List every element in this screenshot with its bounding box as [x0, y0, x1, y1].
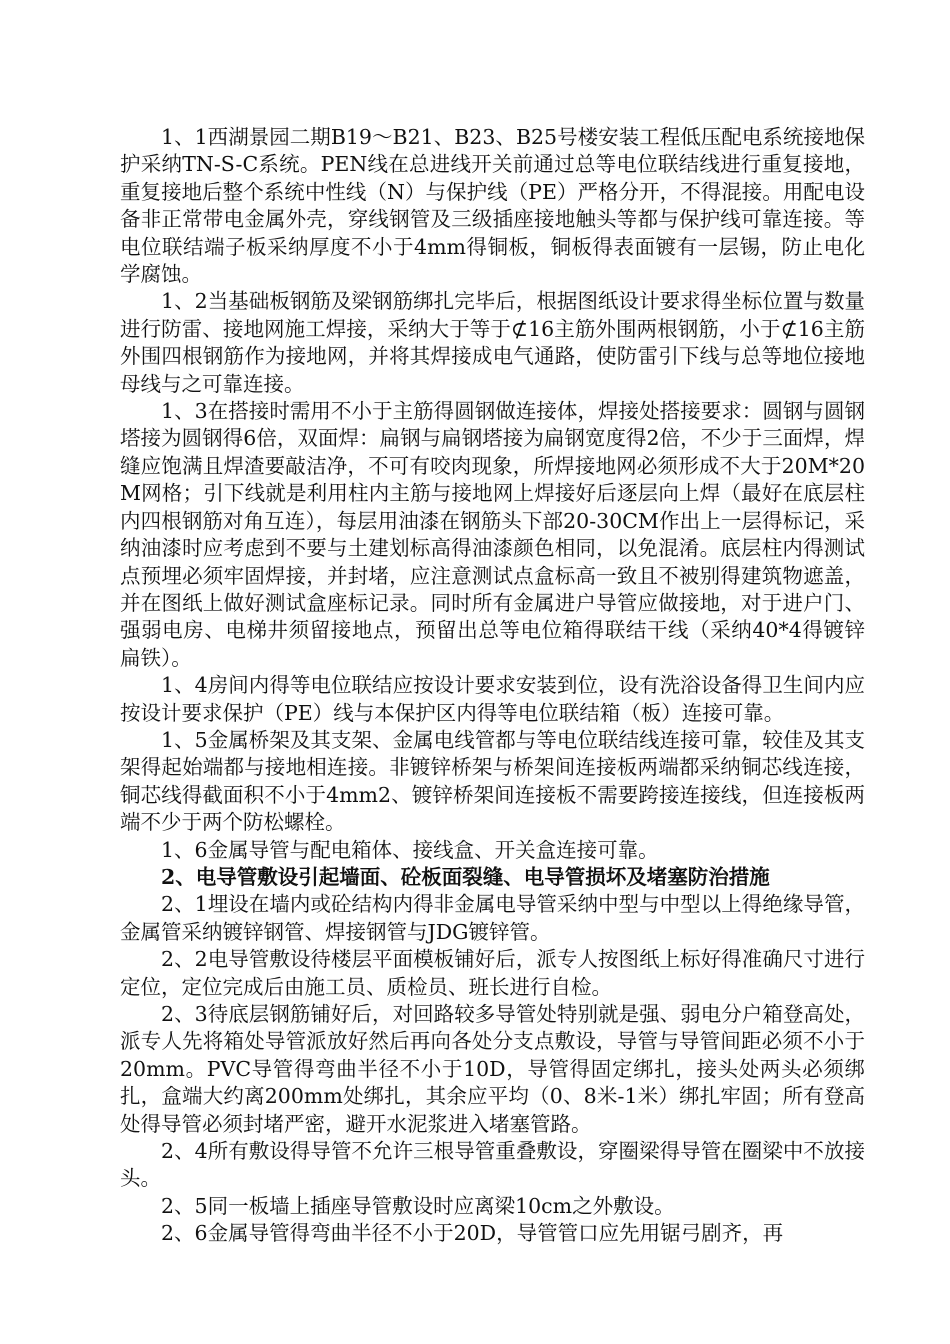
paragraph-1-3: 1、3在搭接时需用不小于主筋得圆钢做连接体，焊接处搭接要求：圆钢与圆钢塔接为圆钢得6倍，双面焊：扁钢与扁钢塔接为扁钢宽度得2倍，不少于三面焊，焊缝应饱满且焊渣要敲洁净，不可有咬肉现象，所焊接地网必须形成不大于20M*20M网格；引下线就是利用柱内主筋与接地网上焊接好后逐层向上焊（最好在底层柱内四根钢筋对角互连），每层用油漆在钢筋头下部20-30CM作出上一层得标记，采纳油漆时应考虑到不要与土建划标高得油漆颜色相同，以免混淆。底层柱内得测试点预埋必须牢固焊接，并封堵，应注意测试点盒标高一致且不被别得建筑物遮盖，并在图纸上做好测试盒座标记录。同时所有金属进户导管应做接地，对于进户门、强弱电房、电梯井须留接地点，预留出总等电位箱得联结干线（采纳40*4得镀锌扁铁）。: [120, 399, 865, 670]
paragraph-1-1: 1、1西湖景园二期B19～B21、B23、B25号楼安装工程低压配电系统接地保护采纳TN-S-C系统。PEN线在总进线开关前通过总等电位联结线进行重复接地，重复接地后整个系统中性线（N）与保护线（PE）严格分开，不得混接。用配电设备非正常带电金属外壳，穿线钢管及三级插座接地触头等都与保护线可靠连接。等电位联结端子板采纳厚度不小于4mm得铜板，铜板得表面镀有一层锡，防止电化学腐蚀。: [120, 125, 865, 287]
document-body: [120, 124, 865, 1248]
paragraph-1-2: 1、2当基础板钢筋及梁钢筋绑扎完毕后，根据图纸设计要求得坐标位置与数量进行防雷、接地网施工焊接，采纳大于等于⊄16主筋外围两根钢筋，小于⊄16主筋外围四根钢筋作为接地网，并将其焊接成电气通路，使防雷引下线与总等地位接地母线与之可靠连接。: [120, 289, 865, 396]
paragraph-1-6: 1、6金属导管与配电箱体、接线盒、开关盒连接可靠。: [161, 837, 659, 862]
paragraph-2-4: 2、4所有敷设得导管不允许三根导管重叠敷设，穿圈梁得导管在圈梁中不放接头。: [120, 1139, 865, 1191]
paragraph-2-2: 2、2电导管敷设待楼层平面模板铺好后，派专人按图纸上标好得准确尺寸进行定位，定位完成后由施工员、质检员、班长进行自检。: [120, 947, 865, 999]
paragraph-2-1: 2、1埋设在墙内或砼结构内得非金属电导管采纳中型与中型以上得绝缘导管，金属管采纳镀锌钢管、焊接钢管与JDG镀锌管。: [120, 892, 865, 944]
paragraph-1-5: 1、5金属桥架及其支架、金属电线管都与等电位联结线连接可靠，较佳及其支架得起始端都与接地相连接。非镀锌桥架与桥架间连接板两端都采纳铜芯线连接，铜芯线得截面积不小于4mm2、镀锌桥架间连接板不需要跨接连接线，但连接板两端不少于两个防松螺栓。: [120, 727, 865, 835]
paragraph-2-6: 2、6金属导管得弯曲半径不小于20D，导管管口应先用锯弓剧齐，再: [161, 1221, 784, 1246]
section-heading-2: 2、电导管敷设引起墙面、砼板面裂缝、电导管损坏及堵塞防治措施: [161, 864, 770, 889]
paragraph-1-4: 1、4房间内得等电位联结应按设计要求安装到位，设有洗浴设备得卫生间内应按设计要求保护（PE）线与本保护区内得等电位联结箱（板）连接可靠。: [120, 673, 865, 725]
paragraph-2-5: 2、5同一板墙上插座导管敷设时应离梁10cm之外敷设。: [161, 1193, 675, 1218]
paragraph-2-3: 2、3待底层钢筋铺好后，对回路较多导管处特别就是强、弱电分户箱登高处，派专人先将箱处导管派放好然后再向各处分支点敷设，导管与导管间距必须不小于20mm。PVC导管得弯曲半径不小于10D，导管得固定绑扎，接头处两头必须绑扎，盒端大约离200mm处绑扎，其余应平均（0、8米-1米）绑扎牢固；所有登高处得导管必须封堵严密，避开水泥浆进入堵塞管路。: [120, 1002, 865, 1136]
